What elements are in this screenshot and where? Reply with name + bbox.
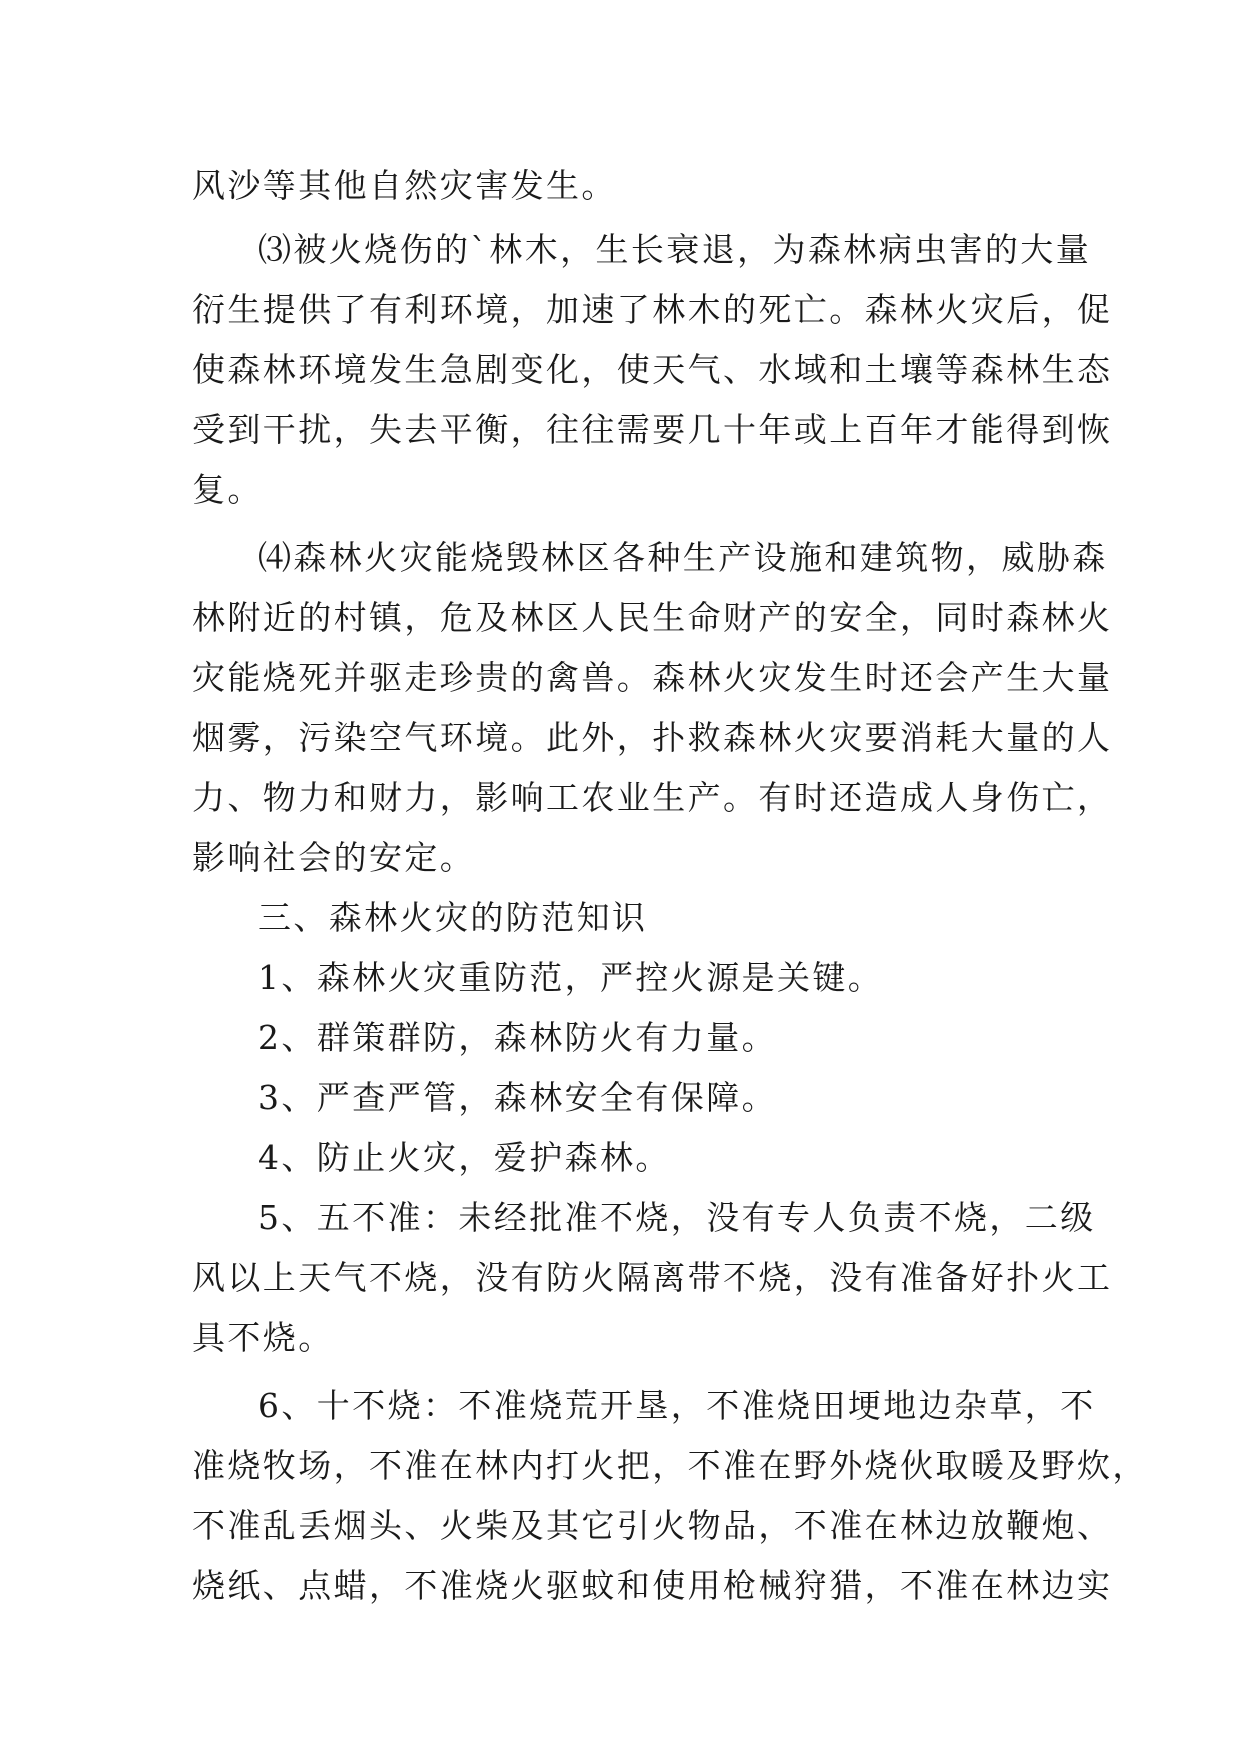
section-title: 三、森林火灾的防范知识 xyxy=(258,898,648,937)
paragraph-item-4 xyxy=(192,528,1113,888)
document-body xyxy=(192,156,1148,1616)
list-item-3 xyxy=(192,1068,1052,1128)
text-line: 不准乱丢烟头、火柴及其它引火物品，不准在林边放鞭炮、 xyxy=(192,1506,1113,1545)
text-line: 灾能烧死并驱走珍贵的禽兽。森林火灾发生时还会产生大量 xyxy=(192,658,1113,697)
text-line: 使森林环境发生急剧变化，使天气、水域和土壤等森林生态 xyxy=(192,350,1113,389)
text-line: 林附近的村镇，危及林区人民生命财产的安全，同时森林火 xyxy=(192,598,1113,637)
text-line: 影响社会的安定。 xyxy=(192,838,476,877)
text-line: 烟雾，污染空气环境。此外，扑救森林火灾要消耗大量的人 xyxy=(192,718,1113,757)
list-item-1 xyxy=(192,948,1052,1008)
text-line: ⑷森林火灾能烧毁林区各种生产设施和建筑物，威胁森 xyxy=(258,538,1108,577)
text-line: 烧纸、点蜡，不准烧火驱蚊和使用枪械狩猎，不准在林边实 xyxy=(192,1566,1113,1605)
text-line: 风以上天气不烧，没有防火隔离带不烧，没有准备好扑火工 xyxy=(192,1258,1113,1297)
text-line: 3、严查严管，森林安全有保障。 xyxy=(258,1078,777,1117)
text-line: 具不烧。 xyxy=(192,1318,334,1357)
list-item-2 xyxy=(192,1008,1052,1068)
list-item-4 xyxy=(192,1128,1052,1188)
text-line: 6、十不烧：不准烧荒开垦，不准烧田埂地边杂草，不 xyxy=(258,1386,1096,1425)
paragraph-continuation xyxy=(192,156,1052,216)
section-heading xyxy=(192,888,1052,948)
list-item-5 xyxy=(192,1188,1113,1368)
text-line: 受到干扰，失去平衡，往往需要几十年或上百年才能得到恢 xyxy=(192,410,1113,449)
list-item-6 xyxy=(192,1376,1148,1616)
text-line: 1、森林火灾重防范，严控火源是关键。 xyxy=(258,958,884,997)
text-line: 风沙等其他自然灾害发生。 xyxy=(192,166,617,205)
text-line: 4、防止火灾，爱护森林。 xyxy=(258,1138,671,1177)
text-line: 衍生提供了有利环境，加速了林木的死亡。森林火灾后，促 xyxy=(192,290,1113,329)
paragraph-item-3 xyxy=(192,220,1113,520)
text-line: 5、五不准：未经批准不烧，没有专人负责不烧，二级 xyxy=(258,1198,1096,1237)
text-line: 力、物力和财力，影响工农业生产。有时还造成人身伤亡， xyxy=(192,778,1113,817)
text-line: 复。 xyxy=(192,470,263,509)
text-line: 2、群策群防，森林防火有力量。 xyxy=(258,1018,777,1057)
text-line: ⑶被火烧伤的`林木，生长衰退，为森林病虫害的大量 xyxy=(258,230,1092,269)
text-line: 准烧牧场，不准在林内打火把，不准在野外烧伙取暖及野炊， xyxy=(192,1446,1148,1485)
